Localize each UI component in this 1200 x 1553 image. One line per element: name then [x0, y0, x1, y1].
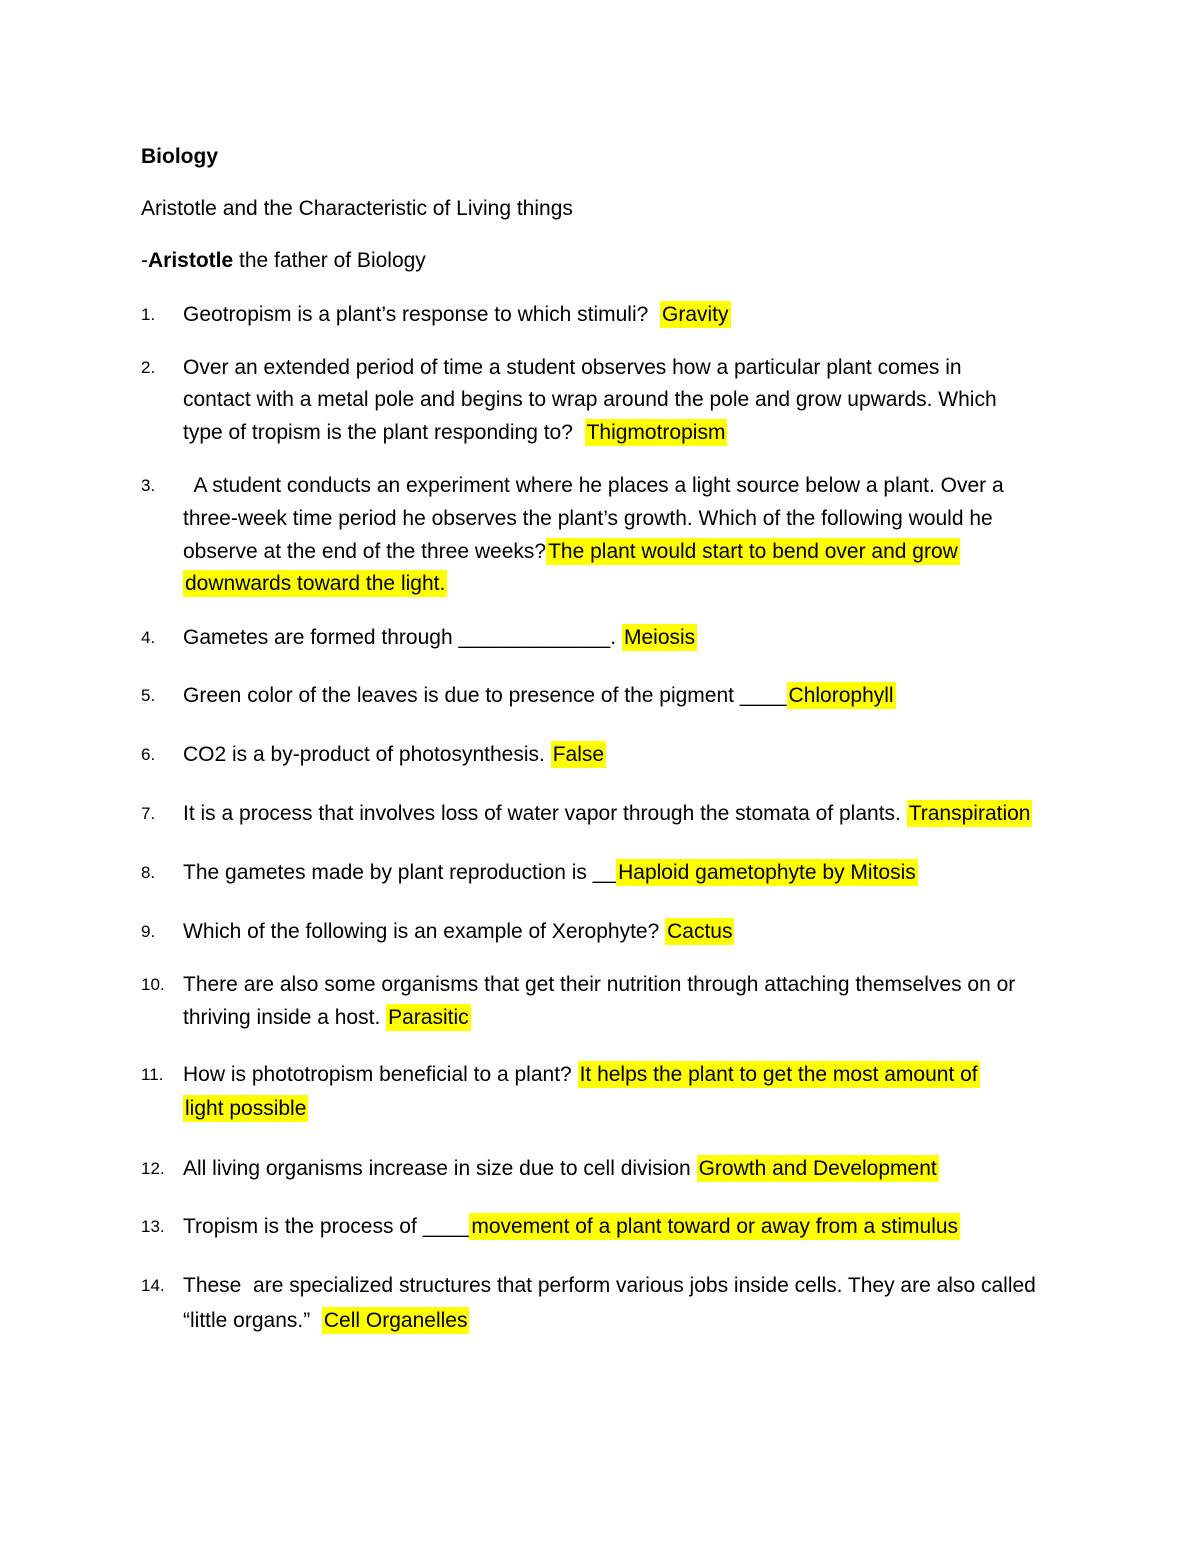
answer-highlight: Haploid gametophyte by Mitosis	[618, 861, 916, 884]
answer-highlight: movement of a plant toward or away from a stimulus	[471, 1215, 959, 1238]
question-number: 2.	[141, 358, 156, 377]
question-text	[183, 1058, 980, 1091]
question-line: three-week time period he observes the plant’s growth. Which of the following would he	[183, 507, 993, 530]
question-text	[183, 856, 918, 889]
question-line: All living organisms increase in size due to cell division	[183, 1157, 697, 1180]
question-number: 12.	[141, 1159, 165, 1178]
answer-highlight: Parasitic	[388, 1006, 469, 1029]
question-number: 13.	[141, 1217, 165, 1236]
answer-highlight: It helps the plant to get the most amount of	[579, 1063, 978, 1086]
question-text	[183, 1210, 960, 1243]
question-number: 5.	[141, 686, 156, 705]
question-line: “little organs.”	[183, 1309, 322, 1332]
question-line: observe at the end of the three weeks?	[183, 540, 547, 563]
answer-highlight: downwards toward the light.	[185, 572, 446, 595]
answer-highlight: Growth and Development	[698, 1157, 937, 1180]
question-line: CO2 is a by-product of photosynthesis.	[183, 743, 551, 766]
question-number: 1.	[141, 305, 156, 324]
question-text	[183, 535, 960, 568]
question-number: 6.	[141, 745, 156, 764]
question-number: 4.	[141, 628, 156, 647]
question-line: How is phototropism beneficial to a plant?	[183, 1063, 578, 1086]
question-number: 10.	[141, 975, 165, 994]
answer-highlight: Cactus	[667, 920, 733, 943]
answer-highlight: The plant would start to bend over and grow	[548, 540, 958, 563]
question-text	[183, 621, 697, 654]
question-text	[183, 1304, 469, 1337]
answer-highlight: light possible	[185, 1097, 307, 1120]
question-text	[183, 1152, 939, 1185]
question-number: 14.	[141, 1276, 165, 1295]
question-line: Over an extended period of time a student observes how a particular plant comes in	[183, 356, 962, 379]
question-line: It is a process that involves loss of water vapor through the stomata of plants.	[183, 802, 907, 825]
question-text	[183, 797, 1032, 830]
answer-highlight: Meiosis	[623, 626, 696, 649]
answer-highlight: False	[552, 743, 605, 766]
question-line: type of tropism is the plant responding to?	[183, 421, 585, 444]
note-prefix: -	[141, 249, 148, 272]
question-text	[183, 1001, 471, 1034]
answer-highlight: Gravity	[662, 303, 729, 326]
question-line: A student conducts an experiment where he places a light source below a plant. Over a	[183, 474, 1004, 497]
question-line: Geotropism is a plant’s response to which stimuli?	[183, 303, 660, 326]
question-line: contact with a metal pole and begins to wrap around the pole and grow upwards. Which	[183, 388, 997, 411]
answer-highlight: Thigmotropism	[586, 421, 726, 444]
question-text	[183, 915, 734, 948]
note-rest: the father of Biology	[233, 249, 426, 272]
note-bold: Aristotle	[148, 249, 234, 272]
question-text	[183, 298, 731, 331]
document-title: Biology	[141, 145, 218, 168]
question-number: 11.	[141, 1065, 164, 1084]
question-text	[183, 738, 606, 771]
document-subtitle: Aristotle and the Characteristic of Living things	[141, 197, 573, 220]
question-number: 9.	[141, 922, 156, 941]
question-text	[183, 416, 727, 449]
question-text	[183, 567, 447, 600]
question-text	[183, 1092, 308, 1125]
question-line: Tropism is the process of ____	[183, 1215, 470, 1238]
intro-note	[141, 244, 426, 277]
question-number: 8.	[141, 863, 156, 882]
question-line: thriving inside a host.	[183, 1006, 387, 1029]
question-line: Which of the following is an example of Xerophyte?	[183, 920, 666, 943]
question-number: 7.	[141, 804, 156, 823]
answer-highlight: Cell Organelles	[323, 1309, 468, 1332]
question-line: The gametes made by plant reproduction is __	[183, 861, 617, 884]
question-line: Green color of the leaves is due to presence of the pigment ____	[183, 684, 787, 707]
answer-highlight: Transpiration	[908, 802, 1031, 825]
question-line: These are specialized structures that perform various jobs inside cells. They are also called	[183, 1274, 1036, 1297]
question-number: 3.	[141, 476, 156, 495]
question-text	[183, 679, 896, 712]
question-line: Gametes are formed through _____________.	[183, 626, 622, 649]
answer-highlight: Chlorophyll	[788, 684, 894, 707]
question-line: There are also some organisms that get their nutrition through attaching themselves on or	[183, 973, 1016, 996]
